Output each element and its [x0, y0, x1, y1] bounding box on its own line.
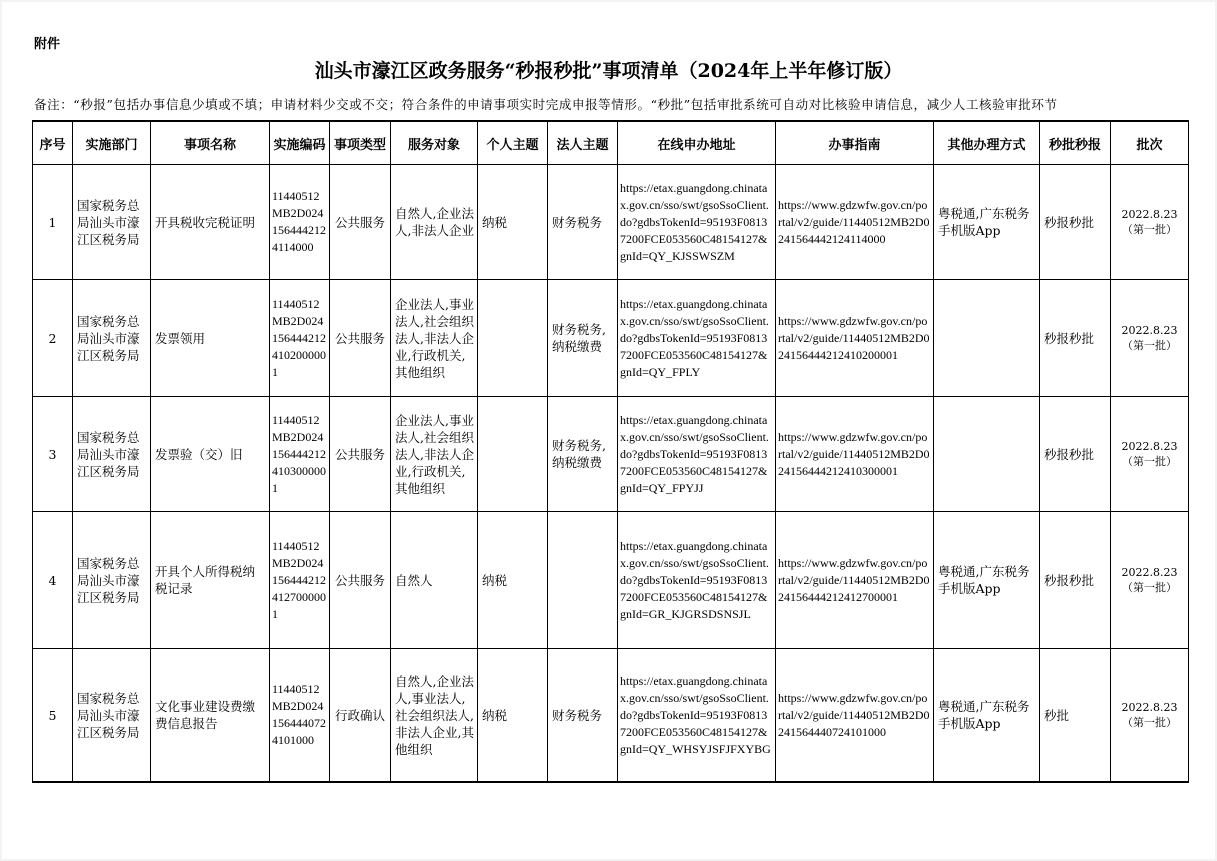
cell-fast: 秒报秒批 [1040, 280, 1111, 397]
attachment-label: 附件 [34, 37, 61, 52]
cell-name: 发票领用 [151, 280, 270, 397]
cell-other [934, 280, 1040, 397]
batch-name: （第一批） [1122, 455, 1177, 468]
cell-personal [478, 397, 548, 512]
cell-online-url[interactable]: https://etax.guangdong.chinatax.gov.cn/sso/swt/gsoSsoClient.do?gdbsTokenId=95193F08137200FCE053560C48154127&gnId=QY_FPLY [618, 280, 776, 397]
col-header-batch: 批次 [1111, 121, 1189, 165]
cell-other: 粤税通,广东税务手机版App [934, 512, 1040, 649]
table-row [33, 649, 1189, 783]
cell-personal [478, 280, 548, 397]
cell-corporate: 财务税务,纳税缴费 [548, 280, 618, 397]
cell-batch [1111, 649, 1189, 783]
cell-no: 5 [33, 649, 73, 783]
cell-name: 开具个人所得税纳税记录 [151, 512, 270, 649]
cell-batch [1111, 512, 1189, 649]
cell-no: 2 [33, 280, 73, 397]
col-header-dept: 实施部门 [73, 121, 151, 165]
cell-fast: 秒报秒批 [1040, 165, 1111, 280]
cell-batch [1111, 397, 1189, 512]
batch-name: （第一批） [1122, 339, 1177, 352]
cell-corporate [548, 512, 618, 649]
cell-guide-url[interactable]: https://www.gdzwfw.gov.cn/portal/v2/guide/11440512MB2D024156444212410300001 [776, 397, 934, 512]
batch-name: （第一批） [1122, 716, 1177, 729]
cell-code: 11440512MB2D0241564442124114000 [270, 165, 330, 280]
batch-name: （第一批） [1122, 581, 1177, 594]
cell-target: 自然人 [391, 512, 478, 649]
cell-guide-url[interactable]: https://www.gdzwfw.gov.cn/portal/v2/guide/11440512MB2D0241564440724101000 [776, 649, 934, 783]
cell-fast: 秒报秒批 [1040, 397, 1111, 512]
cell-dept: 国家税务总局汕头市濠江区税务局 [73, 512, 151, 649]
cell-code: 11440512MB2D0241564442124103000001 [270, 397, 330, 512]
cell-target: 自然人,企业法人,非法人企业 [391, 165, 478, 280]
cell-fast: 秒批 [1040, 649, 1111, 783]
cell-no: 1 [33, 165, 73, 280]
cell-guide-url[interactable]: https://www.gdzwfw.gov.cn/portal/v2/guide/11440512MB2D024156444212410200001 [776, 280, 934, 397]
cell-corporate: 财务税务,纳税缴费 [548, 397, 618, 512]
cell-corporate: 财务税务 [548, 649, 618, 783]
cell-no: 4 [33, 512, 73, 649]
cell-guide-url[interactable]: https://www.gdzwfw.gov.cn/portal/v2/guide/11440512MB2D0241564442124114000 [776, 165, 934, 280]
col-header-target: 服务对象 [391, 121, 478, 165]
batch-date: 2022.8.23 [1121, 324, 1178, 337]
cell-type: 行政确认 [330, 649, 391, 783]
cell-dept: 国家税务总局汕头市濠江区税务局 [73, 280, 151, 397]
cell-target: 企业法人,事业法人,社会组织法人,非法人企业,行政机关,其他组织 [391, 397, 478, 512]
col-header-personal: 个人主题 [478, 121, 548, 165]
cell-type: 公共服务 [330, 165, 391, 280]
cell-batch [1111, 280, 1189, 397]
cell-code: 11440512MB2D0241564442124102000001 [270, 280, 330, 397]
batch-date: 2022.8.23 [1121, 701, 1178, 714]
cell-guide-url[interactable]: https://www.gdzwfw.gov.cn/portal/v2/guide/11440512MB2D024156444212412700001 [776, 512, 934, 649]
cell-personal: 纳税 [478, 649, 548, 783]
batch-name: （第一批） [1122, 223, 1177, 236]
col-header-corporate: 法人主题 [548, 121, 618, 165]
col-header-name: 事项名称 [151, 121, 270, 165]
cell-code: 11440512MB2D0241564442124127000001 [270, 512, 330, 649]
cell-other [934, 397, 1040, 512]
cell-type: 公共服务 [330, 397, 391, 512]
item-list-table [32, 120, 1189, 783]
cell-online-url[interactable]: https://etax.guangdong.chinatax.gov.cn/sso/swt/gsoSsoClient.do?gdbsTokenId=95193F08137200FCE053560C48154127&gnId=QY_FPYJJ [618, 397, 776, 512]
cell-personal: 纳税 [478, 165, 548, 280]
cell-name: 发票验（交）旧 [151, 397, 270, 512]
cell-name: 开具税收完税证明 [151, 165, 270, 280]
col-header-no: 序号 [33, 121, 73, 165]
cell-batch [1111, 165, 1189, 280]
cell-dept: 国家税务总局汕头市濠江区税务局 [73, 165, 151, 280]
table-row [33, 280, 1189, 397]
col-header-other: 其他办理方式 [934, 121, 1040, 165]
cell-other: 粤税通,广东税务手机版App [934, 165, 1040, 280]
cell-code: 11440512MB2D0241564440724101000 [270, 649, 330, 783]
cell-target: 企业法人,事业法人,社会组织法人,非法人企业,行政机关,其他组织 [391, 280, 478, 397]
cell-fast: 秒报秒批 [1040, 512, 1111, 649]
cell-type: 公共服务 [330, 512, 391, 649]
table-row [33, 397, 1189, 512]
col-header-online-url: 在线申办地址 [618, 121, 776, 165]
cell-personal: 纳税 [478, 512, 548, 649]
table-row [33, 512, 1189, 649]
batch-date: 2022.8.23 [1121, 566, 1178, 579]
cell-dept: 国家税务总局汕头市濠江区税务局 [73, 649, 151, 783]
cell-online-url[interactable]: https://etax.guangdong.chinatax.gov.cn/sso/swt/gsoSsoClient.do?gdbsTokenId=95193F08137200FCE053560C48154127&gnId=GR_KJGRSDSNSJL [618, 512, 776, 649]
batch-date: 2022.8.23 [1121, 440, 1178, 453]
col-header-fast: 秒批秒报 [1040, 121, 1111, 165]
cell-dept: 国家税务总局汕头市濠江区税务局 [73, 397, 151, 512]
cell-no: 3 [33, 397, 73, 512]
cell-other: 粤税通,广东税务手机版App [934, 649, 1040, 783]
table-row [33, 165, 1189, 280]
page-title: 汕头市濠江区政务服务“秒报秒批”事项清单（2024年上半年修订版） [314, 60, 903, 82]
cell-online-url[interactable]: https://etax.guangdong.chinatax.gov.cn/sso/swt/gsoSsoClient.do?gdbsTokenId=95193F08137200FCE053560C48154127&gnId=QY_WHSYJSFJFXYBG [618, 649, 776, 783]
remark-note: 备注：“秒报”包括办事信息少填或不填；申请材料少交或不交；符合条件的申请事项实时完成申报等情形。“秒批”包括审批系统可自动对比核验申请信息，减少人工核验审批环节 [34, 97, 1058, 112]
table-header-row [33, 121, 1189, 165]
cell-name: 文化事业建设费缴费信息报告 [151, 649, 270, 783]
batch-date: 2022.8.23 [1121, 208, 1178, 221]
cell-target: 自然人,企业法人,事业法人,社会组织法人,非法人企业,其他组织 [391, 649, 478, 783]
col-header-type: 事项类型 [330, 121, 391, 165]
cell-type: 公共服务 [330, 280, 391, 397]
cell-online-url[interactable]: https://etax.guangdong.chinatax.gov.cn/sso/swt/gsoSsoClient.do?gdbsTokenId=95193F08137200FCE053560C48154127&gnId=QY_KJSSWSZM [618, 165, 776, 280]
col-header-guide: 办事指南 [776, 121, 934, 165]
document-page [2, 2, 1215, 859]
col-header-code: 实施编码 [270, 121, 330, 165]
cell-corporate: 财务税务 [548, 165, 618, 280]
